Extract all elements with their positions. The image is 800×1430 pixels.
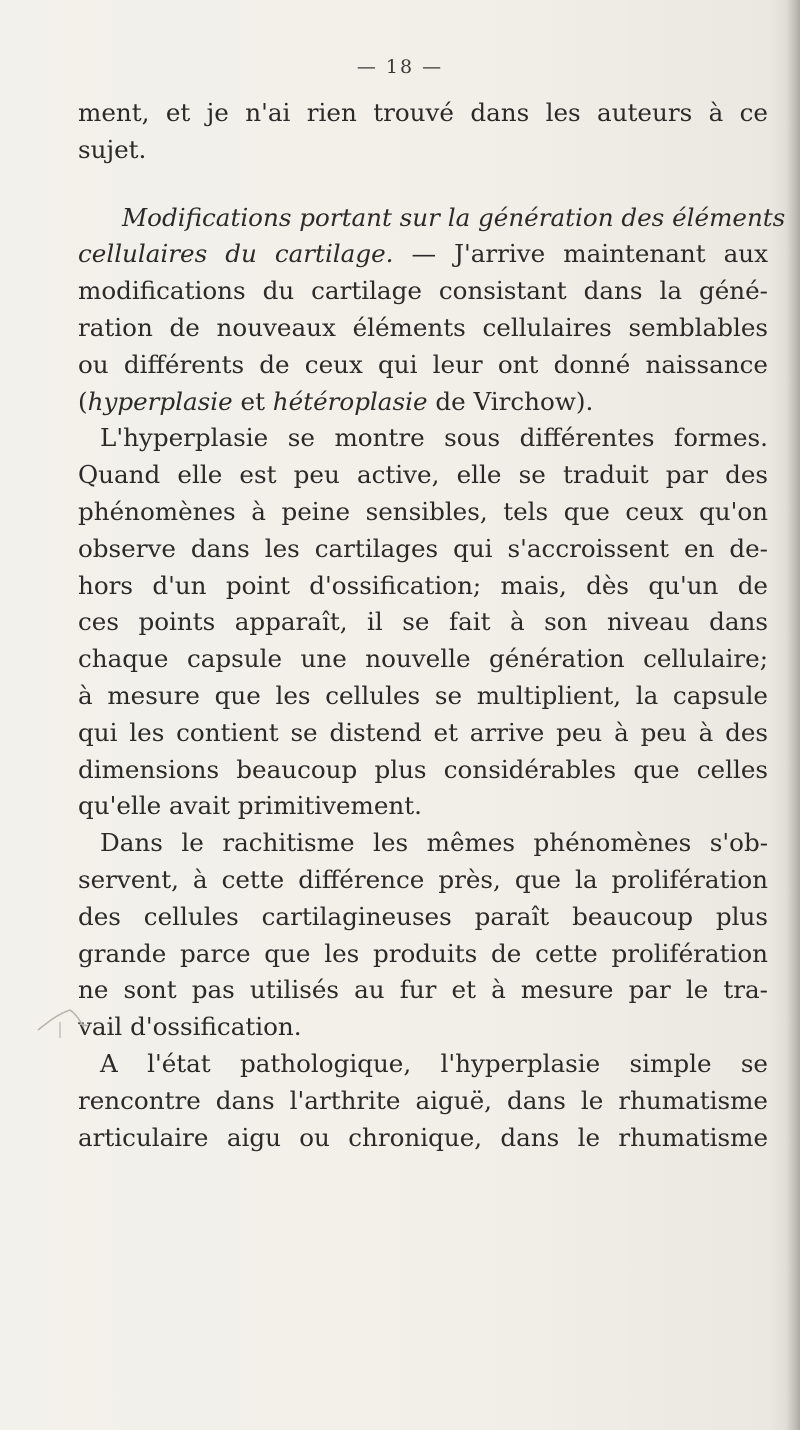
paragraph-gap	[78, 169, 768, 200]
text-line: sujet.	[78, 134, 147, 164]
pencil-mark-icon	[55, 1020, 65, 1040]
text-line: ces points apparaît, il se fait à son niveau dans	[78, 607, 768, 637]
body-text	[78, 95, 786, 1156]
paragraph-1	[78, 95, 768, 169]
text-line: rencontre dans l'arthrite aiguë, dans le rhumatisme	[78, 1085, 768, 1115]
text-line: modifications du cartilage consistant dans la géné-	[78, 276, 768, 306]
text-line: ou différents de ceux qui leur ont donné naissance	[78, 349, 768, 379]
text-line: qu'elle avait primitivement.	[78, 791, 422, 821]
text-line: Dans le rachitisme les mêmes phénomènes s'ob-	[100, 828, 768, 858]
paragraph-4	[78, 825, 768, 1046]
text-line: chaque capsule une nouvelle génération cellulaire;	[78, 644, 768, 674]
text-line: servent, à cette différence près, que la prolifération	[78, 864, 768, 894]
text-fragment: de Virchow).	[427, 386, 594, 416]
text-line	[78, 384, 768, 421]
text-line: L'hyperplasie se montre sous différentes formes.	[100, 423, 768, 453]
text-line: phénomènes à peine sensibles, tels que ceux qu'on	[78, 496, 768, 526]
paragraph-5	[78, 1046, 768, 1156]
term-hyperplasie: hyperplasie	[87, 386, 233, 416]
text-fragment: — J'arrive maintenant aux	[393, 239, 768, 269]
text-line: qui les contient se distend et arrive peu à peu à des	[78, 717, 768, 747]
text-line: vail d'ossification.	[78, 1012, 302, 1042]
text-line: ration de nouveaux éléments cellulaires semblables	[78, 312, 768, 342]
text-line: dimensions beaucoup plus considérables que celles	[78, 754, 768, 784]
text-line: articulaire aigu ou chronique, dans le rhumatisme	[78, 1122, 768, 1152]
text-line: hors d'un point d'ossification; mais, dès qu'un de	[78, 570, 768, 600]
page-edge-shadow	[786, 0, 800, 1430]
text-line: à mesure que les cellules se multiplient, la capsule	[78, 680, 768, 710]
text-line	[78, 236, 768, 273]
page-number: — 18 —	[356, 56, 444, 78]
section-heading-text: Modifications portant sur la génération des éléments	[122, 202, 786, 232]
text-line: A l'état pathologique, l'hyperplasie simple se	[100, 1048, 768, 1078]
text-fragment: et	[232, 386, 273, 416]
term-heteroplasie: hétéroplasie	[272, 386, 428, 416]
section-heading-text-2: cellulaires du cartilage.	[78, 239, 394, 269]
text-line: ne sont pas utilisés au fur et à mesure par le tra-	[78, 975, 768, 1005]
text-line: observe dans les cartilages qui s'accroissent en de-	[78, 533, 768, 563]
pencil-mark-icon	[30, 1000, 100, 1040]
text-line: ment, et je n'ai rien trouvé dans les auteurs à ce	[78, 98, 768, 127]
paren-open: (	[78, 386, 88, 416]
paragraph-3	[78, 420, 768, 825]
text-line: des cellules cartilagineuses paraît beaucoup plus	[78, 901, 768, 931]
text-line: grande parce que les produits de cette prolifération	[78, 938, 768, 968]
paragraph-2	[78, 200, 786, 421]
section-heading	[78, 200, 786, 237]
text-line: Quand elle est peu active, elle se traduit par des	[78, 460, 768, 490]
